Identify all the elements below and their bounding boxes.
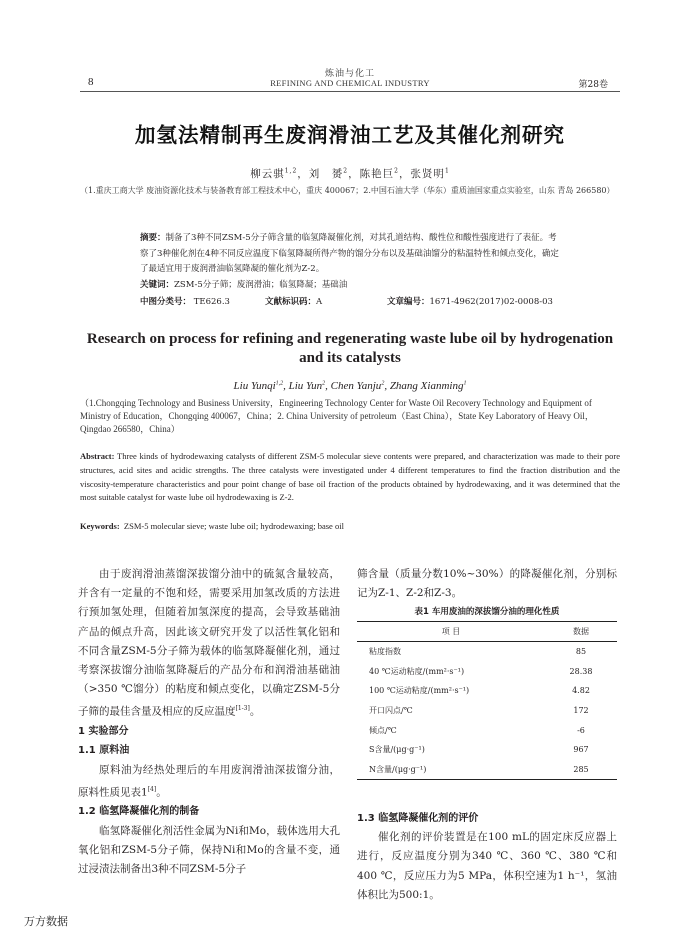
abstract-label-en: Abstract: bbox=[80, 451, 115, 461]
feedstock-paragraph bbox=[78, 761, 340, 803]
table-cell-value: -6 bbox=[577, 725, 585, 735]
catalyst-prep-continued: 筛含量（质量分数10%~30%）的降凝催化剂，分别标记为Z-1、Z-2和Z-3。 bbox=[357, 568, 617, 600]
page-number: 8 bbox=[88, 76, 94, 88]
doc-code-label: 文献标识码： bbox=[265, 297, 317, 307]
volume-label: 第28卷 bbox=[578, 80, 608, 90]
authors-cn: 柳云骐$^{1,2}$，刘 赟$^2$，陈艳巨$^2$，张贤明$^1$ bbox=[250, 167, 450, 180]
table-row bbox=[357, 662, 617, 682]
body-left-column bbox=[78, 565, 340, 879]
table-row bbox=[357, 681, 617, 701]
table-cell-value: 85 bbox=[575, 647, 587, 657]
authors-en: Liu Yunqi$^{1,2}$, Liu Yun$^2$, Chen Yanju$^2$, Zhang Xianming$^1$ bbox=[233, 380, 467, 392]
author-name-en: Liu Yunqi bbox=[233, 380, 276, 392]
properties-table bbox=[357, 621, 617, 780]
affiliation-en: （1.Chongqing Technology and Business University，Engineering Technology Center for Waste Oil Recovery Technology and Equipment of Ministry of Education，Chongqing 400067，China；2. China University of petroleum（East China），State Key Laboratory of Heavy Oil，Qingdao 266580，China） bbox=[80, 398, 594, 434]
author-name-en: Chen Yanju bbox=[330, 380, 382, 392]
table-row bbox=[357, 740, 617, 760]
keywords-en: ZSM-5 molecular sieve; waste lube oil; hydrodewaxing; base oil bbox=[123, 521, 344, 531]
table-cell-value: 172 bbox=[573, 706, 589, 716]
subsection-heading: 1.3 临氢降凝催化剂的评价 bbox=[357, 813, 479, 824]
author-affil-mark: 2 bbox=[322, 380, 326, 387]
article-value: 1671-4962(2017)02-0008-03 bbox=[429, 297, 553, 307]
article-number bbox=[387, 295, 553, 307]
table-header-row bbox=[357, 622, 617, 642]
keywords-label-cn: 关键词： bbox=[140, 279, 175, 290]
author-name: 张贤明 bbox=[410, 168, 445, 180]
section-heading: 1 实验部分 bbox=[78, 726, 129, 738]
table-row bbox=[357, 760, 617, 780]
table-cell-item: 40 ℃运动粘度/(mm²·s⁻¹) bbox=[369, 666, 465, 676]
abstract-en bbox=[80, 450, 620, 505]
intro-paragraph bbox=[78, 565, 340, 722]
doc-code-value: A bbox=[316, 297, 323, 307]
paper-title-cn: 加氢法精制再生废润滑油工艺及其催化剂研究 bbox=[135, 123, 565, 147]
table-cell-value: 4.82 bbox=[572, 686, 590, 696]
author-name-en: Zhang Xianming bbox=[389, 380, 464, 392]
table-cell-value: 967 bbox=[573, 745, 589, 755]
feedstock-text: 原料油为经热处理后的车用废润滑油深拔馏分油，原料性质见表1 bbox=[78, 763, 340, 799]
doc-code bbox=[265, 295, 322, 307]
catalyst-prep-paragraph: 临氢降凝催化剂活性金属为Ni和Mo，载体选用大孔氧化铝和ZSM-5分子筛，保持Ni和Mo的含量不变，通过浸渍法制备出3种不同ZSM-5分子 bbox=[78, 824, 340, 876]
author-affil-mark: 2 bbox=[394, 167, 399, 175]
table-caption: 表1 车用废油的深拔馏分油的理化性质 bbox=[414, 607, 560, 617]
class-value: TE626.3 bbox=[193, 297, 230, 307]
author-affil-mark: 1,2 bbox=[284, 167, 298, 175]
author-name-en: Liu Yun bbox=[288, 380, 323, 392]
citation: [1-3] bbox=[235, 705, 250, 713]
abstract-text-cn: 制备了3种不同ZSM-5分子筛含量的临氢降凝催化剂，对其孔道结构、酸性位和酸性强度进行了表征。考察了3种催化剂在4种不同反应温度下临氢降凝所得产物的馏分分布以及基础油馏分的粘温特性和倾点变化，确定了最适宜用于废润滑油临氢降凝的催化剂为Z-2。 bbox=[140, 233, 559, 274]
table-cell-value: 28.38 bbox=[569, 666, 593, 676]
abstract-text-en: Three kinds of hydrodewaxing catalysts of different ZSM-5 molecular sieve contents were prepared, and characterization was made to their pore structures, acid sites and acidic strengths. The three catalysts were investigated under 4 different temperatures to find the fraction distribution and the viscosity-temperature characteristics and pour point change of base oil fraction of the products obtained by hydrodewaxing, and it was determined that the most suitable catalyst for waste lube oil hydrodewaxing is Z-2. bbox=[80, 451, 620, 503]
paper-title-en: Research on process for refining and regenerating waste lube oil by hydrogenation and its catalysts bbox=[86, 331, 614, 366]
subsection-heading: 1.1 原料油 bbox=[78, 745, 130, 757]
table-row bbox=[357, 720, 617, 740]
table-header-item: 项 目 bbox=[357, 622, 545, 642]
table-cell-item: S含量/(μg·g⁻¹) bbox=[369, 745, 425, 755]
class-label: 中图分类号： bbox=[140, 297, 192, 307]
table-row bbox=[357, 701, 617, 721]
citation: [4] bbox=[147, 785, 157, 793]
author-affil-mark: 2 bbox=[343, 167, 349, 175]
feedstock-end: 。 bbox=[156, 786, 167, 799]
body-right-column bbox=[357, 565, 617, 603]
author-name: 刘 赟 bbox=[308, 168, 344, 180]
intro-text: 由于废润滑油蒸馏深拔馏分油中的硫氮含量较高，并含有一定量的不饱和烃，需要采用加氢改质的方法进行预加氢处理，但随着加氢深度的提高，会导致基础油产品的倾点升高，因此该文研究开发了以活性氧化铝和不同含量ZSM-5分子筛为载体的临氢降凝催化剂，通过考察深拔馏分油临氢降凝后的产品分布和润滑油基础油（>350 ℃馏分）的粘度和倾点变化，以确定ZSM-5分子筛的最佳含量及相应的反应温度 bbox=[78, 568, 340, 718]
affiliation-cn: （1.重庆工商大学 废油资源化技术与装备教育部工程技术中心，重庆 400067；2.中国石油大学（华东）重质油国家重点实验室，山东 青岛 266580） bbox=[80, 186, 615, 195]
subsection-heading: 1.2 临氢降凝催化剂的制备 bbox=[78, 806, 200, 818]
journal-title-cn: 炼油与化工 bbox=[324, 69, 375, 79]
abstract-label-cn: 摘要： bbox=[140, 233, 166, 243]
header-rule bbox=[80, 91, 620, 92]
table-cell-value: 285 bbox=[545, 760, 617, 780]
intro-end: 。 bbox=[249, 705, 261, 718]
journal-title-en: REFINING AND CHEMICAL INDUSTRY bbox=[270, 78, 430, 88]
table-cell-item: 粘度指数 bbox=[369, 647, 401, 657]
author-affil-mark: 1 bbox=[463, 380, 467, 387]
abstract-cn bbox=[140, 231, 560, 293]
body-right-column-lower bbox=[357, 809, 617, 905]
author-affil-mark: 1,2 bbox=[275, 380, 284, 387]
author-affil-mark: 1 bbox=[444, 167, 450, 175]
table-cell-item: 开口闪点/℃ bbox=[369, 706, 413, 716]
table-header-data: 数据 bbox=[545, 622, 617, 642]
class-number bbox=[140, 295, 230, 307]
table-row bbox=[357, 642, 617, 662]
author-name: 陈艳巨 bbox=[359, 168, 395, 180]
table-cell-item: 倾点/℃ bbox=[369, 725, 397, 735]
evaluation-paragraph: 催化剂的评价装置是在100 mL的固定床反应器上进行，反应温度分别为340 ℃、360 ℃、380 ℃和400 ℃，反应压力为5 MPa，体积空速为1 h⁻¹，氢油体积比为500:1。 bbox=[357, 831, 617, 901]
table-cell-item: 100 ℃运动粘度/(mm²·s⁻¹) bbox=[369, 686, 470, 696]
keywords-cn: ZSM-5分子筛；废润滑油；临氢降凝；基础油 bbox=[174, 279, 348, 290]
article-label: 文章编号： bbox=[387, 297, 430, 307]
author-affil-mark: 2 bbox=[381, 380, 385, 387]
keywords-label-en: Keywords: bbox=[80, 521, 120, 531]
author-name: 柳云骐 bbox=[250, 168, 285, 180]
footer-watermark: 万方数据 bbox=[24, 915, 68, 928]
keywords-en-row bbox=[80, 521, 620, 531]
table-cell-item: N含量/(μg·g⁻¹) bbox=[357, 760, 545, 780]
